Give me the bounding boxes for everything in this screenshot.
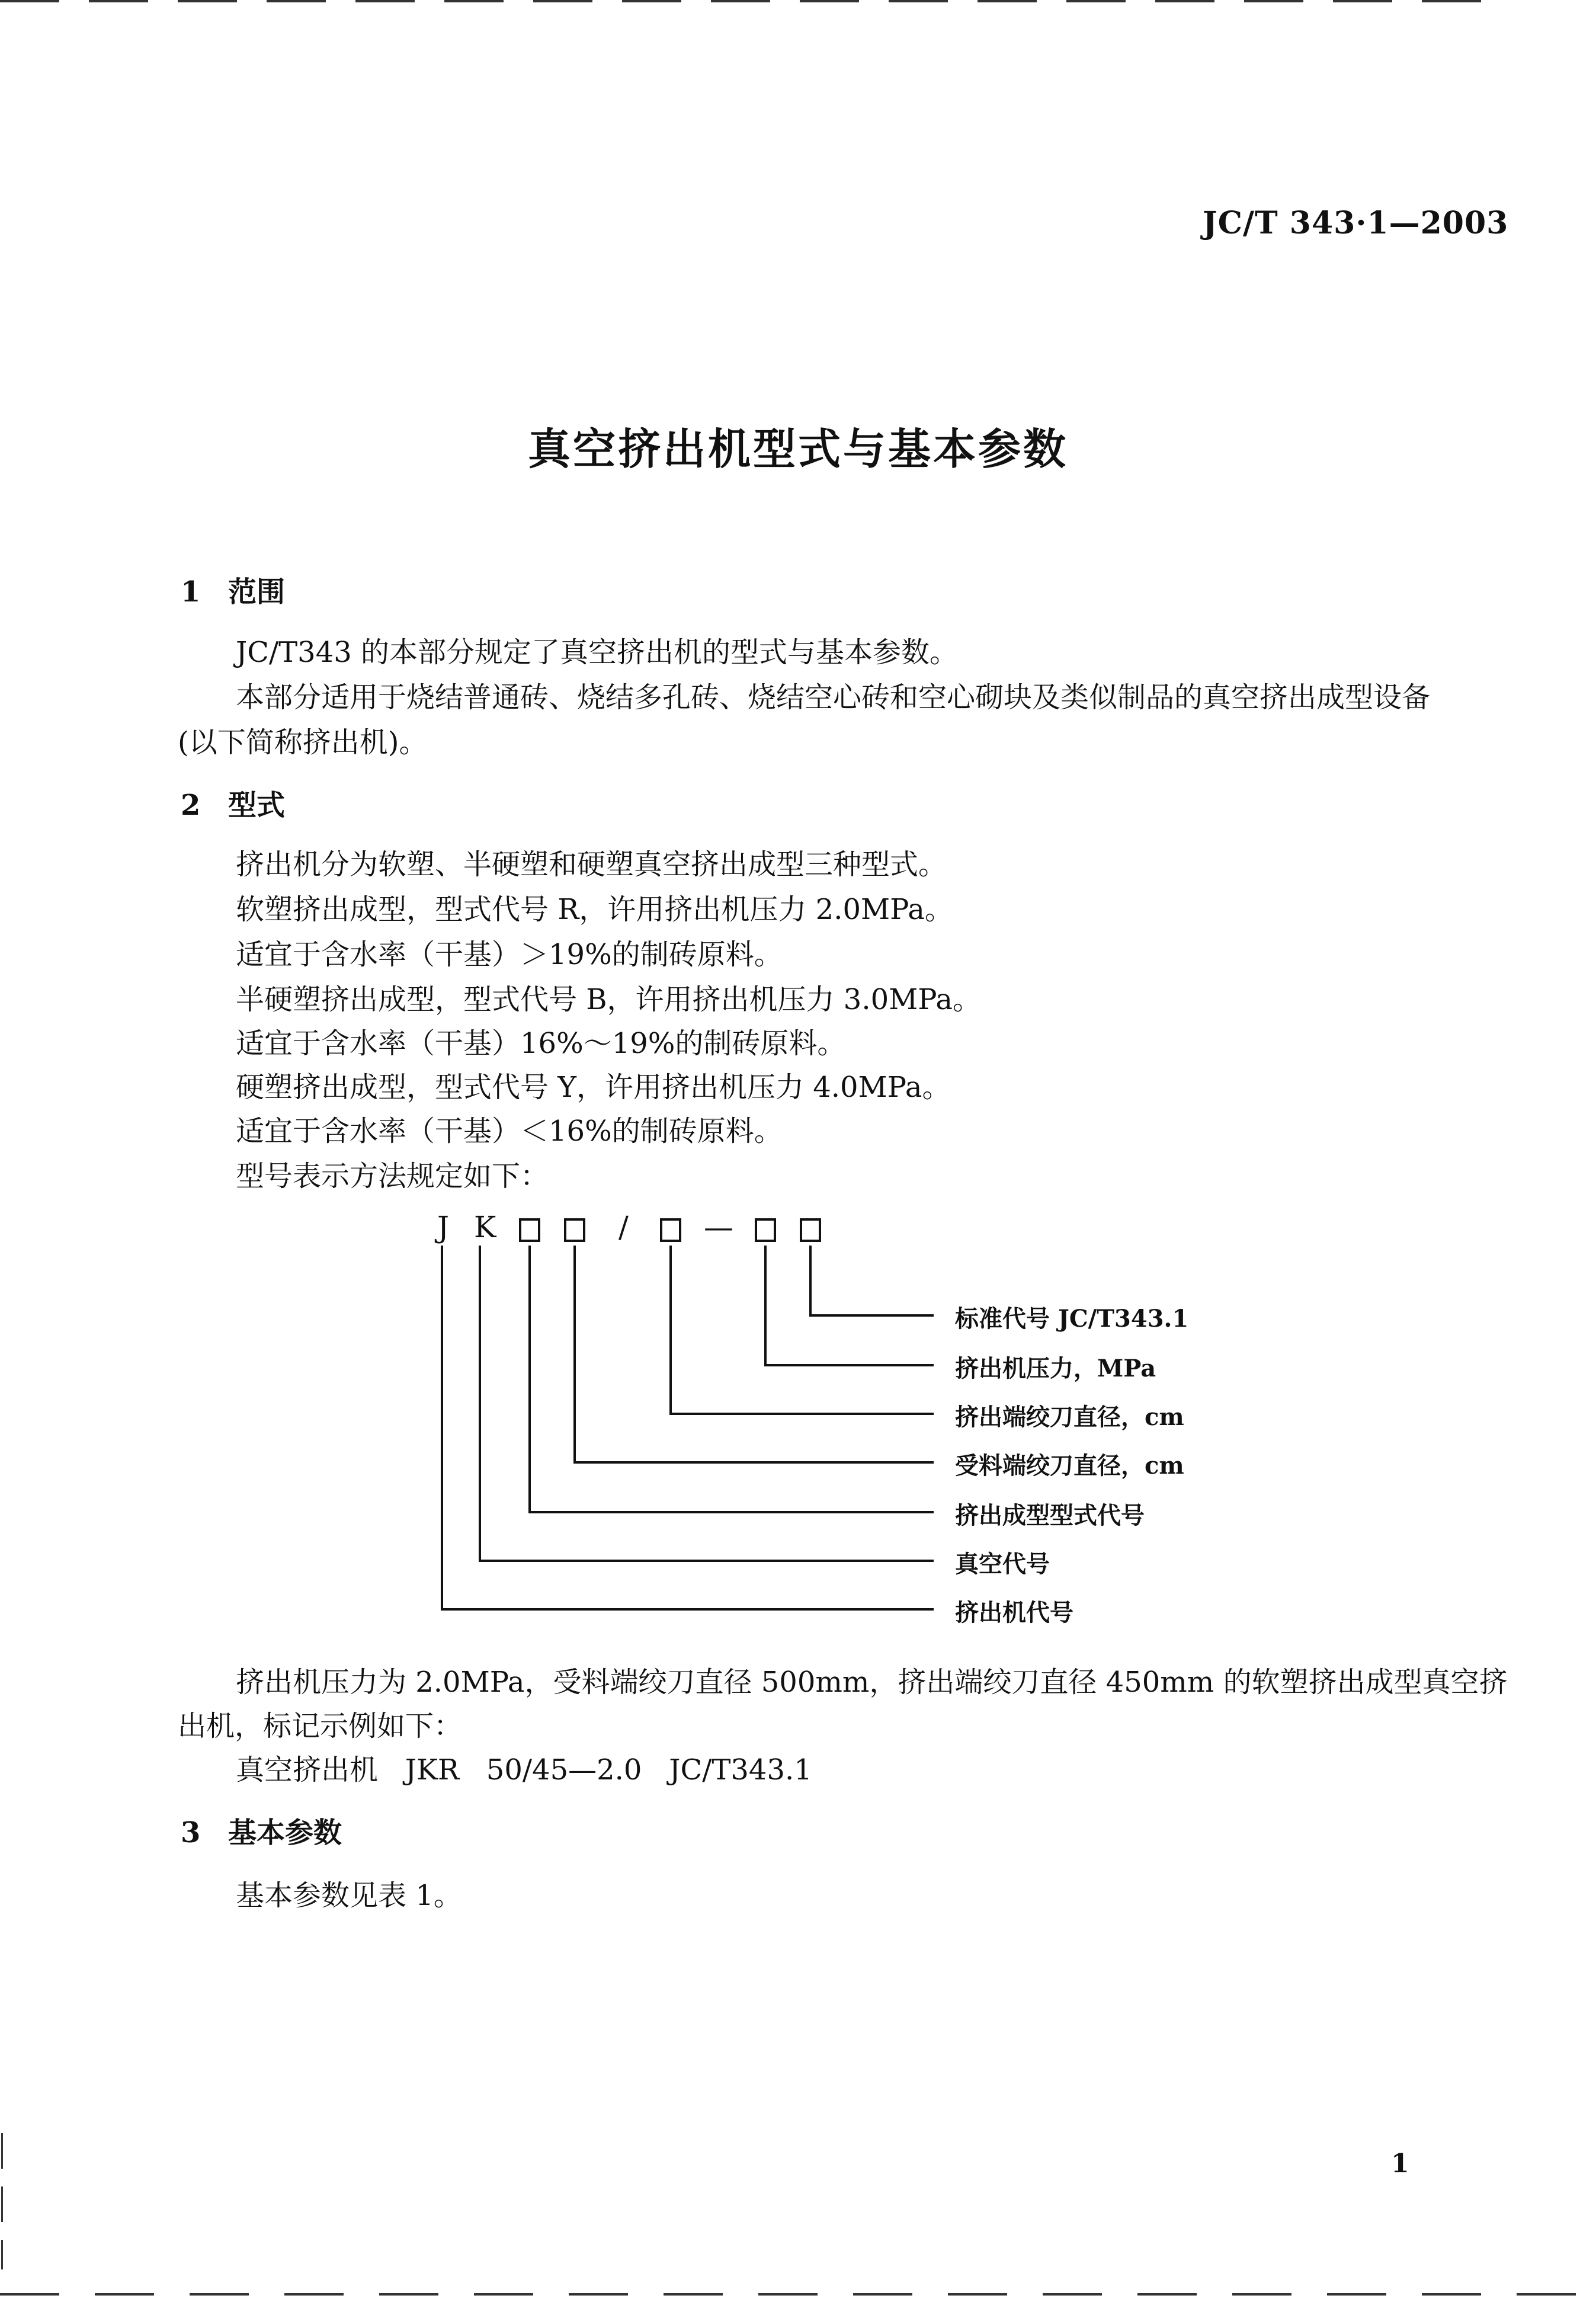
section-2-line: 半硬塑挤出成型，型式代号 B，许用挤出机压力 3.0MPa。 [236, 983, 982, 1016]
example-mark: 真空挤出机 JKR 50/45—2.0 JC/T343.1 [236, 1753, 812, 1787]
section-2-line: 适宜于含水率（干基）＞19%的制砖原料。 [236, 938, 783, 971]
section-2-line: 适宜于含水率（干基）16%～19%的制砖原料。 [236, 1027, 846, 1060]
connector-horizontal [573, 1461, 934, 1464]
diagram-label: 挤出端绞刀直径，cm [955, 1403, 1184, 1431]
connector-vertical [441, 1246, 443, 1611]
section-1-title: 范围 [228, 575, 286, 609]
section-2-line: 软塑挤出成型，型式代号 R，许用挤出机压力 2.0MPa。 [236, 893, 953, 926]
placeholder-box-feed-diameter [564, 1218, 585, 1242]
diagram-label: 挤出机代号 [955, 1599, 1073, 1627]
example-paragraph: 出机，标记示例如下： [178, 1709, 463, 1743]
section-2-line: 型号表示方法规定如下： [236, 1160, 549, 1193]
section-1-paragraph: 本部分适用于烧结普通砖、烧结多孔砖、烧结空心砖和空心砌块及类似制品的真空挤出成型设备 [236, 681, 1431, 714]
diagram-label: 挤出成型型式代号 [955, 1502, 1145, 1529]
section-3-paragraph: 基本参数见表 1。 [236, 1879, 462, 1912]
section-1-number: 1 [181, 575, 201, 609]
scan-border-top [0, 0, 1493, 2]
formula-char-slash: / [618, 1210, 630, 1244]
formula-char-dash: — [704, 1210, 735, 1244]
formula-char-j: J [437, 1210, 451, 1244]
placeholder-box-standard [800, 1218, 821, 1242]
section-1-paragraph: (以下简称挤出机)。 [178, 726, 428, 759]
scan-border-bottom [0, 2293, 1596, 2296]
section-2-line: 适宜于含水率（干基）＜16%的制砖原料。 [236, 1115, 783, 1148]
placeholder-box-extrude-diameter [660, 1218, 681, 1242]
connector-vertical [809, 1246, 812, 1317]
page-number: 1 [1391, 2149, 1409, 2179]
placeholder-box-pressure [755, 1218, 776, 1242]
connector-vertical [764, 1246, 767, 1366]
diagram-label: 受料端绞刀直径，cm [955, 1452, 1184, 1480]
connector-horizontal [809, 1314, 934, 1317]
connector-horizontal [441, 1608, 934, 1611]
section-2-heading [181, 782, 285, 823]
scan-border-left [1, 2133, 3, 2269]
formula-char-k: K [474, 1210, 498, 1244]
connector-vertical [479, 1246, 481, 1562]
placeholder-box-type [519, 1218, 540, 1242]
standard-code: JC/T 343·1—2003 [1203, 205, 1509, 241]
section-1-heading [181, 569, 285, 610]
section-2-number: 2 [181, 789, 201, 822]
connector-vertical [573, 1246, 576, 1464]
connector-vertical [528, 1246, 531, 1513]
connector-horizontal [479, 1560, 934, 1562]
connector-horizontal [669, 1413, 934, 1415]
connector-vertical [669, 1246, 672, 1415]
section-2-line: 硬塑挤出成型，型式代号 Y，许用挤出机压力 4.0MPa。 [236, 1071, 951, 1104]
diagram-label: 标准代号 JC/T343.1 [955, 1305, 1189, 1333]
example-paragraph: 挤出机压力为 2.0MPa，受料端绞刀直径 500mm，挤出端绞刀直径 450mm 的软塑挤出成型真空挤 [236, 1666, 1508, 1699]
section-1-paragraph: JC/T343 的本部分规定了真空挤出机的型式与基本参数。 [236, 636, 959, 669]
page-title: 真空挤出机型式与基本参数 [527, 424, 1068, 474]
section-3-title: 基本参数 [228, 1816, 342, 1849]
section-3-heading [181, 1810, 342, 1851]
diagram-label: 挤出机压力，MPa [955, 1355, 1156, 1382]
section-3-number: 3 [181, 1816, 201, 1849]
connector-horizontal [528, 1511, 934, 1513]
connector-horizontal [764, 1364, 934, 1366]
diagram-label: 真空代号 [955, 1550, 1050, 1578]
section-2-title: 型式 [228, 789, 286, 822]
section-2-line: 挤出机分为软塑、半硬塑和硬塑真空挤出成型三种型式。 [236, 848, 947, 881]
